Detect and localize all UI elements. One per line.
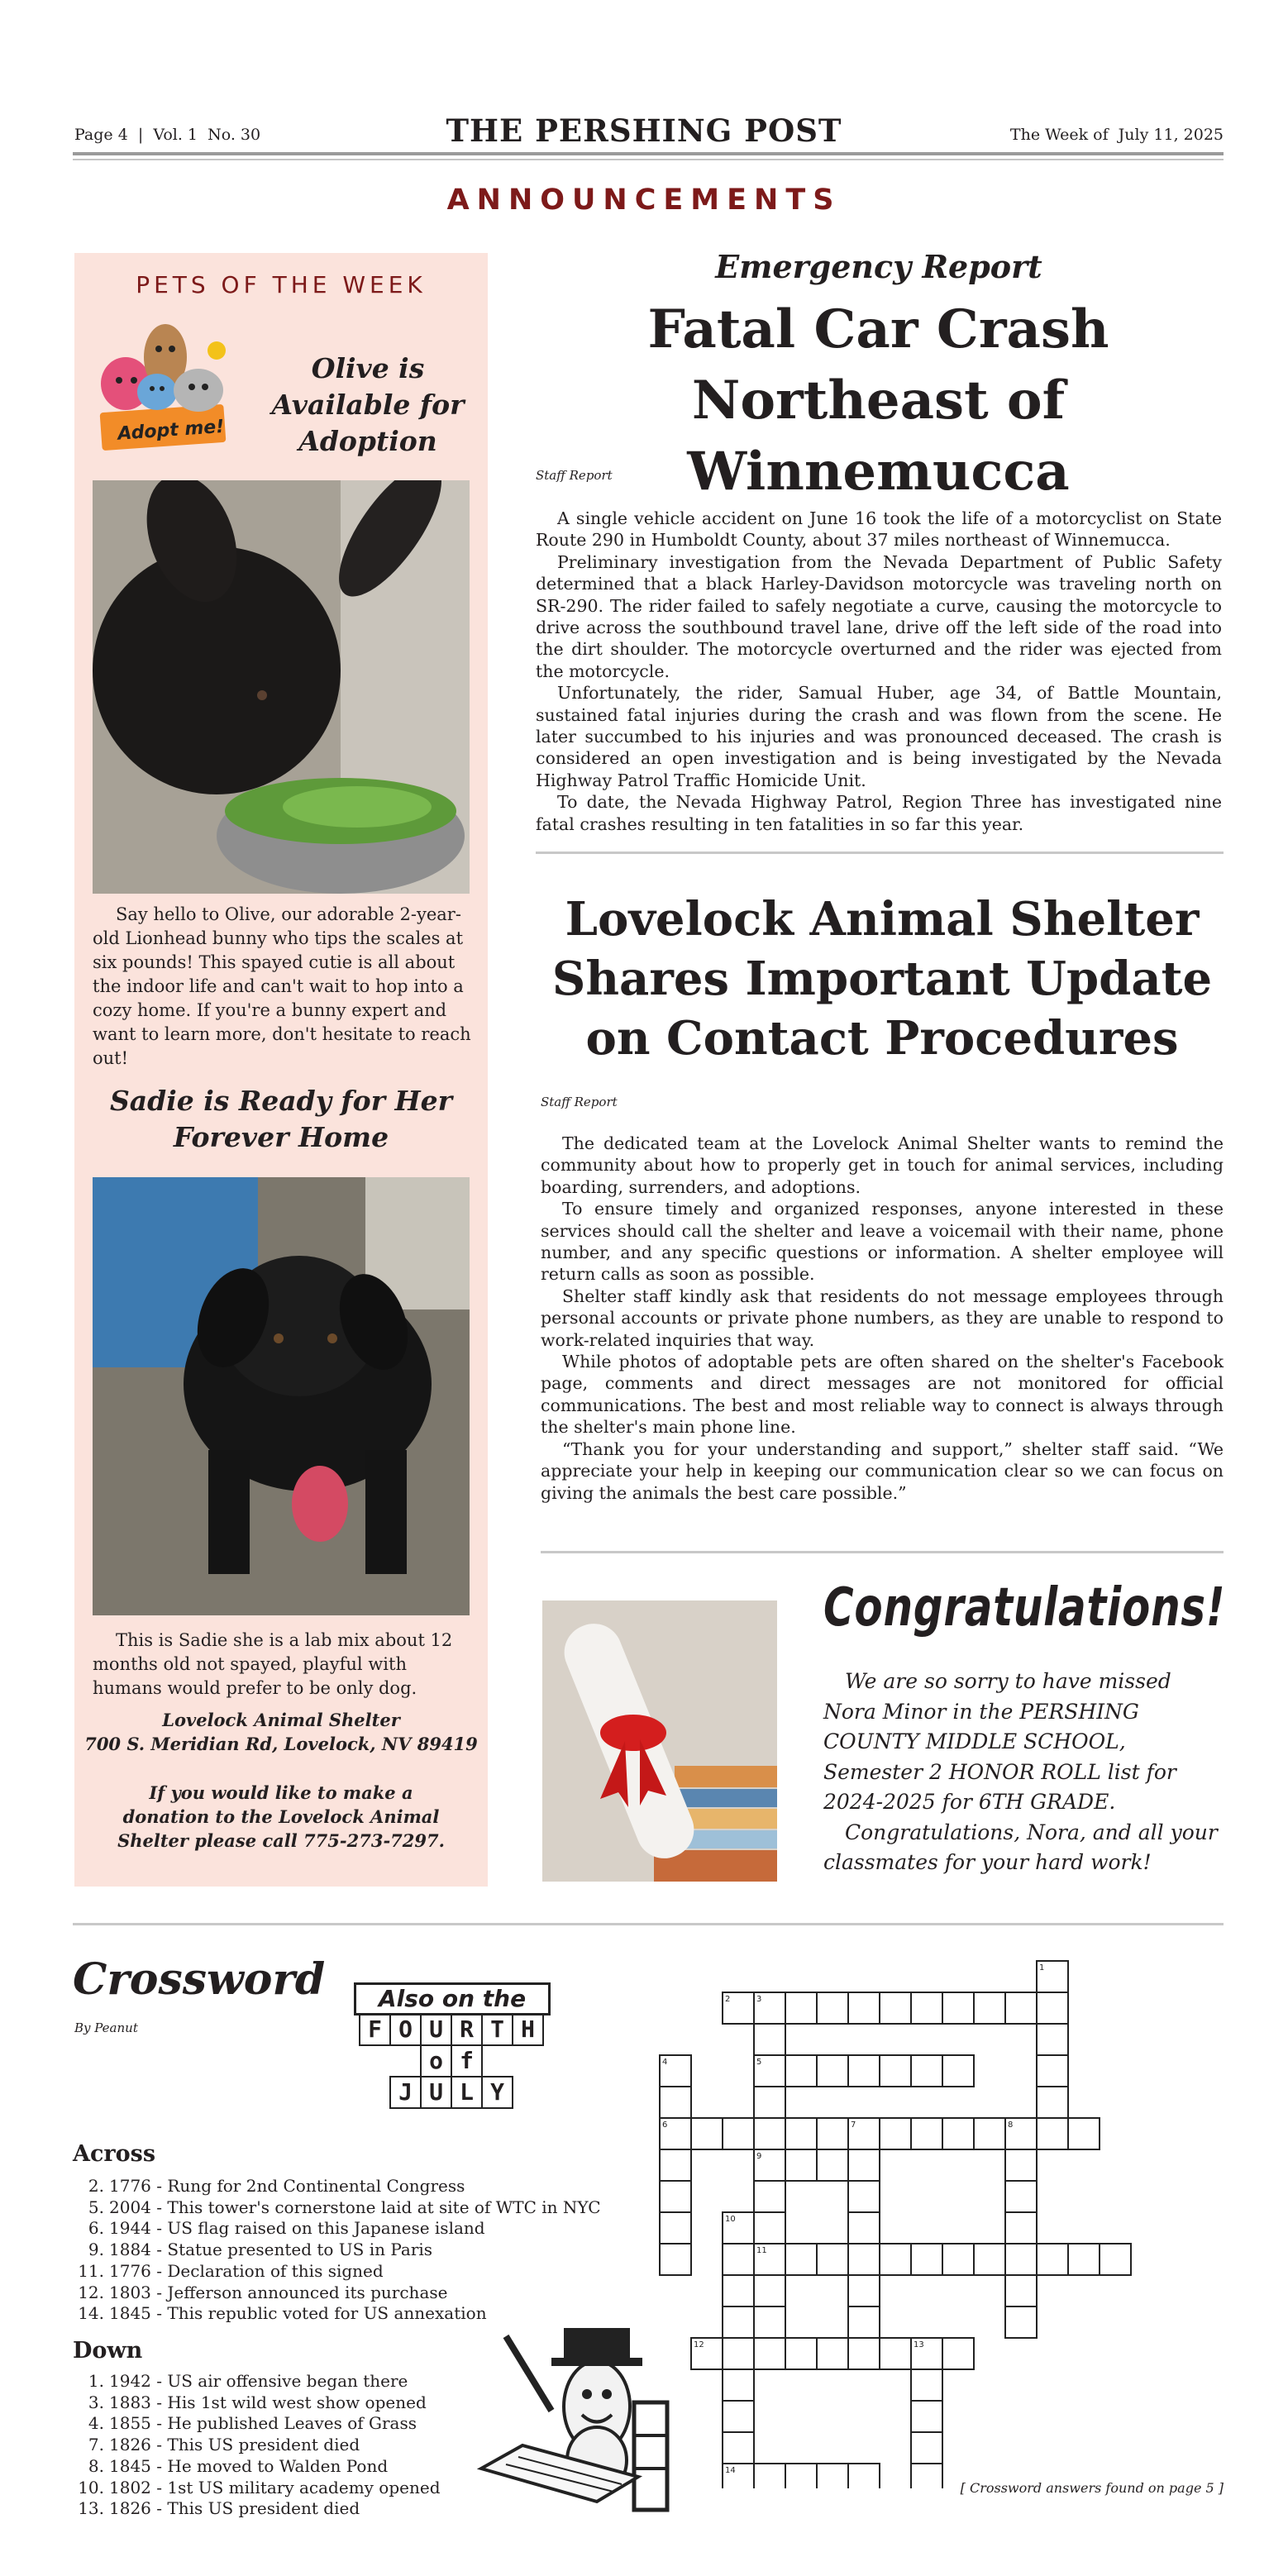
crossword-answers-note: [ Crossword answers found on page 5 ] (960, 2480, 1224, 2496)
clue-item: 9. 1884 - Statue presented to US in Paris (88, 2240, 433, 2260)
crossword-cell-number: 1 (1039, 1963, 1045, 1973)
crossword-cell[interactable] (754, 2306, 785, 2338)
crossword-cell[interactable] (723, 2401, 754, 2432)
adopt-me-label: Adopt me! (117, 416, 226, 445)
clue-item: 8. 1845 - He moved to Walden Pond (88, 2455, 389, 2476)
crossword-cell[interactable] (660, 2149, 691, 2181)
crossword-cell[interactable] (942, 2244, 974, 2275)
crossword-cell[interactable] (1037, 2118, 1068, 2149)
crossword-cell[interactable] (723, 2275, 754, 2306)
adopt-me-pets-icon (93, 309, 250, 466)
olive-description: Say hello to Olive, our adorable 2-year-old Lionhead bunny who tips the scales at six pounds! This spayed cutie is all about the indoor life and can't wait to hop into a cozy home. If you're a bunny expert and want to learn more, don't hesitate to reach out! (93, 904, 471, 1068)
article-paragraph: Unfortunately, the rider, Samual Huber, age 34, of Battle Mountain, sustained fatal injuries during the crash and was flown from the scene. He later succumbed to his injuries and was pronounced deceased. The crash is considered an open investigation and is being investigated by the Nevada Highway Patrol Traffic Homicide Unit. (536, 683, 1222, 790)
clue-item: 11. 1776 - Declaration of this signed (78, 2260, 384, 2281)
clue-item: 4. 1855 - He published Leaves of Grass (88, 2413, 417, 2434)
badge-letter: U (420, 2076, 452, 2109)
crossword-cell[interactable] (911, 1992, 942, 2024)
badge-letter: F (359, 2013, 391, 2046)
crossword-cell-number: 11 (756, 2246, 767, 2255)
crossword-cell[interactable] (1005, 2149, 1037, 2181)
sadie-description: This is Sadie she is a lab mix about 12 months old not spayed, playful with humans would prefer to be only dog. (93, 1630, 453, 1698)
diploma-illustration (542, 1600, 777, 1882)
crossword-cell[interactable] (1037, 2244, 1068, 2275)
crossword-cell[interactable] (942, 2118, 974, 2149)
dog-illustration (93, 1177, 470, 1615)
shelter-article-body (541, 1133, 1224, 1504)
crossword-cell-number: 10 (725, 2215, 736, 2224)
shelter-address: 700 S. Meridian Rd, Lovelock, NV 89419 (84, 1734, 478, 1754)
pets-heading: PETS OF THE WEEK (136, 271, 427, 298)
crossword-cell[interactable] (660, 2087, 691, 2118)
crossword-cell[interactable] (974, 2118, 1005, 2149)
crossword-cell[interactable] (1005, 1992, 1037, 2024)
crossword-cell[interactable] (942, 2338, 974, 2369)
across-clues (76, 2176, 601, 2325)
crossword-cell[interactable] (880, 2118, 911, 2149)
article-paragraph: To date, the Nevada Highway Patrol, Region Three has investigated nine fatal crashes resulting in ten fatalities in so far this year. (536, 792, 1222, 834)
crossword-cell[interactable] (754, 2087, 785, 2118)
crossword-cell[interactable] (817, 2338, 848, 2369)
sadie-dog-photo (93, 1177, 470, 1615)
crossword-cell[interactable] (848, 2055, 880, 2087)
crossword-cell-number: 8 (1008, 2120, 1014, 2130)
crossword-cell[interactable] (1005, 2244, 1037, 2275)
crash-article-body (536, 508, 1222, 835)
clue-item: 1. 1942 - US air offensive began there (88, 2371, 408, 2391)
crossword-cell[interactable] (1037, 1992, 1068, 2024)
crossword-cell[interactable] (1100, 2244, 1131, 2275)
crash-headline: Fatal Car Crash Northeast of Winnemucca (647, 298, 1109, 503)
crossword-cell[interactable] (723, 2369, 754, 2401)
crossword-cell[interactable] (785, 2055, 817, 2087)
crossword-cell[interactable] (817, 2149, 848, 2181)
bunny-illustration (93, 480, 470, 894)
crossword-cell[interactable] (942, 2055, 974, 2087)
crossword-cell[interactable] (817, 2055, 848, 2087)
diploma-photo (542, 1600, 777, 1882)
crossword-cell[interactable] (1005, 2212, 1037, 2244)
clue-item: 12. 1803 - Jefferson announced its purchase (78, 2282, 448, 2302)
crossword-cell-number: 9 (756, 2152, 762, 2161)
crossword-cell[interactable] (817, 1992, 848, 2024)
congratulations-title: Congratulations! (823, 1577, 1226, 1639)
down-clues (76, 2371, 441, 2520)
crossword-cell[interactable] (911, 2369, 942, 2401)
crossword-cell[interactable] (880, 2338, 911, 2369)
crossword-cell[interactable] (848, 2244, 880, 2275)
crossword-cell[interactable] (660, 2181, 691, 2212)
sadie-headline: Sadie is Ready for Her Forever Home (109, 1085, 453, 1153)
crossword-cell[interactable] (691, 2118, 723, 2149)
badge-row-july (354, 2076, 551, 2109)
crossword-cell[interactable] (754, 2275, 785, 2306)
crossword-cell[interactable] (660, 2212, 691, 2244)
badge-letter: R (451, 2013, 483, 2046)
congratulations-paragraph: Congratulations, Nora, and all your classmates for your hard work! (823, 1820, 1218, 1874)
crossword-cell[interactable] (754, 2464, 785, 2488)
badge-letter: J (389, 2076, 422, 2109)
crossword-cell-number: 14 (725, 2466, 736, 2475)
crossword-cell[interactable] (1005, 2275, 1037, 2306)
shelter-headline: Lovelock Animal Shelter Shares Important Update on Contact Procedures (551, 892, 1213, 1066)
newspaper-title: THE PERSHING POST (446, 112, 842, 149)
crossword-cell[interactable] (848, 2212, 880, 2244)
crossword-cell-number: 7 (851, 2120, 856, 2130)
clue-item: 6. 1944 - US flag raised on this Japanese island (88, 2218, 485, 2239)
crossword-cell-number: 2 (725, 1995, 731, 2004)
article-paragraph: While photos of adoptable pets are often shared on the shelter's Facebook page, comments and direct messages are not monitored for official communications. The best and most reliable way to connect is always through the shelter's main phone line. (541, 1352, 1224, 1438)
crossword-byline: By Peanut (74, 2020, 138, 2035)
badge-letter: O (389, 2013, 422, 2046)
badge-top-label: Also on the (354, 1982, 551, 2015)
badge-letter: f (451, 2044, 483, 2077)
crossword-cell[interactable] (817, 2464, 848, 2488)
crossword-cell[interactable] (723, 2306, 754, 2338)
fourth-of-july-badge (354, 1982, 551, 2109)
crossword-cell[interactable] (1037, 2087, 1068, 2118)
badge-letter: Y (481, 2076, 513, 2109)
across-heading: Across (73, 2141, 156, 2167)
crossword-cell[interactable] (785, 1992, 817, 2024)
congratulations-paragraph: We are so sorry to have missed Nora Minor in the PERSHING COUNTY MIDDLE SCHOOL, Semester 2 HONOR ROLL list for 2024-2025 for 6TH GRADE. (823, 1669, 1176, 1814)
clue-item: 13. 1826 - This US president died (78, 2498, 360, 2519)
crossword-cell[interactable] (754, 2118, 785, 2149)
crossword-cell[interactable] (880, 2244, 911, 2275)
section-divider (536, 852, 1224, 854)
badge-row-fourth (354, 2013, 551, 2046)
crossword-cell[interactable] (911, 2401, 942, 2432)
crossword-cell[interactable] (723, 2338, 754, 2369)
crossword-cell[interactable] (848, 1992, 880, 2024)
crossword-cell[interactable] (785, 2338, 817, 2369)
donation-text: If you would like to make a donation to the Lovelock Animal Shelter please call 775-273-7297. (117, 1782, 445, 1851)
crossword-cell[interactable] (723, 2244, 754, 2275)
crossword-cell[interactable] (785, 2244, 817, 2275)
issue-date: The Week of July 11, 2025 (1009, 126, 1224, 144)
shelter-contact (74, 1708, 488, 1756)
crossword-cell[interactable] (723, 2118, 754, 2149)
shelter-name: Lovelock Animal Shelter (162, 1710, 400, 1730)
crossword-cell[interactable] (848, 2181, 880, 2212)
article-kicker: Emergency Report (715, 248, 1042, 285)
clue-item: 3. 1883 - His 1st wild west show opened (88, 2392, 427, 2412)
badge-row-of (354, 2044, 551, 2077)
clue-item: 7. 1826 - This US president died (88, 2435, 360, 2455)
crossword-cell[interactable] (1037, 2055, 1068, 2087)
clue-item: 2. 1776 - Rung for 2nd Continental Congress (88, 2176, 465, 2196)
crossword-cell[interactable] (1037, 2024, 1068, 2055)
clue-item: 10. 1802 - 1st US military academy opened (78, 2477, 441, 2497)
badge-letter: H (512, 2013, 544, 2046)
crossword-cell-number: 12 (694, 2340, 704, 2349)
crossword-cell[interactable] (723, 2432, 754, 2464)
article-paragraph: Shelter staff kindly ask that residents do not message employees through personal accounts or private phone numbers, as they are unable to respond to work-related inquiries that way. (541, 1286, 1224, 1350)
crossword-cell[interactable] (1005, 2306, 1037, 2338)
shelter-byline: Staff Report (541, 1095, 618, 1109)
article-paragraph: The dedicated team at the Lovelock Animal Shelter wants to remind the community about how to properly get in touch for animal services, including boarding, surrenders, and adoptions. (541, 1133, 1224, 1197)
crossword-cell[interactable] (848, 2149, 880, 2181)
crossword-cell-number: 13 (914, 2340, 924, 2349)
crossword-cell[interactable] (880, 2055, 911, 2087)
crossword-cell[interactable] (848, 2338, 880, 2369)
page-info: Page 4 | Vol. 1 No. 30 (74, 126, 261, 144)
crossword-cell[interactable] (660, 2244, 691, 2275)
olive-bunny-photo (93, 480, 470, 894)
clue-item: 14. 1845 - This republic voted for US annexation (78, 2303, 487, 2324)
crossword-cell[interactable] (942, 1992, 974, 2024)
olive-headline: Olive is Available for Adoption (271, 352, 465, 457)
crossword-cell-number: 5 (756, 2058, 762, 2067)
crossword-cell[interactable] (911, 2464, 942, 2488)
crossword-title: Crossword (73, 1954, 326, 2005)
section-heading: ANNOUNCEMENTS (446, 184, 842, 217)
donation-info (74, 1781, 488, 1853)
crossword-cell[interactable] (754, 2212, 785, 2244)
crossword-cell[interactable] (911, 2118, 942, 2149)
crossword-cell[interactable] (911, 2244, 942, 2275)
peanut-mascot-icon (473, 2303, 688, 2518)
article-paragraph: To ensure timely and organized responses, anyone interested in these services should call the shelter and leave a voicemail with their name, phone number, and any specific questions or information. A shelter employee will return calls as soon as possible. (541, 1199, 1224, 1285)
section-divider (73, 1923, 1224, 1925)
article-paragraph: A single vehicle accident on June 16 took the life of a motorcyclist on State Route 290 in Humboldt County, about 37 miles northeast of Winnemucca. (536, 508, 1222, 551)
badge-letter: T (481, 2013, 513, 2046)
badge-letter: L (451, 2076, 483, 2109)
crossword-cell[interactable] (1005, 2181, 1037, 2212)
crossword-cell[interactable] (785, 2149, 817, 2181)
crash-byline: Staff Report (536, 468, 613, 483)
article-paragraph: “Thank you for your understanding and support,” shelter staff said. “We appreciate your help in keeping our communication clear so we can focus on giving the animals the best care possible.” (541, 1438, 1224, 1503)
crossword-cell[interactable] (1068, 2118, 1100, 2149)
crossword-cell-number: 3 (756, 1995, 762, 2004)
crossword-cell[interactable] (785, 2464, 817, 2488)
section-divider (541, 1551, 1224, 1553)
crossword-cell[interactable] (817, 2118, 848, 2149)
crossword-cell[interactable] (880, 1992, 911, 2024)
crossword-grid[interactable] (658, 1959, 1224, 2488)
crossword-cell[interactable] (848, 2306, 880, 2338)
pets-of-the-week-box (74, 253, 488, 1887)
down-heading: Down (73, 2338, 143, 2364)
crossword-cell[interactable] (911, 2432, 942, 2464)
crossword-cell[interactable] (848, 2464, 880, 2488)
crossword-cell[interactable] (785, 2118, 817, 2149)
crossword-cell-number: 4 (662, 2058, 668, 2067)
crossword-cell[interactable] (911, 2055, 942, 2087)
clue-item: 5. 2004 - This tower's cornerstone laid at site of WTC in NYC (88, 2197, 601, 2217)
crossword-cell-number: 6 (662, 2120, 668, 2130)
crossword-cell[interactable] (974, 2244, 1005, 2275)
badge-letter: U (420, 2013, 452, 2046)
crossword-cell[interactable] (848, 2275, 880, 2306)
crossword-cell[interactable] (817, 2244, 848, 2275)
masthead-rule (73, 152, 1224, 155)
badge-letter: o (420, 2044, 452, 2077)
article-paragraph: Preliminary investigation from the Nevada Department of Public Safety determined that a black Harley-Davidson motorcycle was traveling north on SR-290. The rider failed to safely negotiate a curve, causing the motorcycle to drive across the southbound travel lane, drive off the left side of the road into the dirt shoulder. The motorcycle overturned and the rider was ejected from the motorcycle. (536, 551, 1222, 681)
crossword-cell[interactable] (974, 1992, 1005, 2024)
crossword-cell[interactable] (754, 2181, 785, 2212)
congratulations-body (823, 1667, 1220, 1878)
masthead-rule-thin (73, 159, 1224, 160)
crossword-cell[interactable] (754, 2024, 785, 2055)
crossword-cell[interactable] (1068, 2244, 1100, 2275)
crossword-cell[interactable] (754, 2338, 785, 2369)
